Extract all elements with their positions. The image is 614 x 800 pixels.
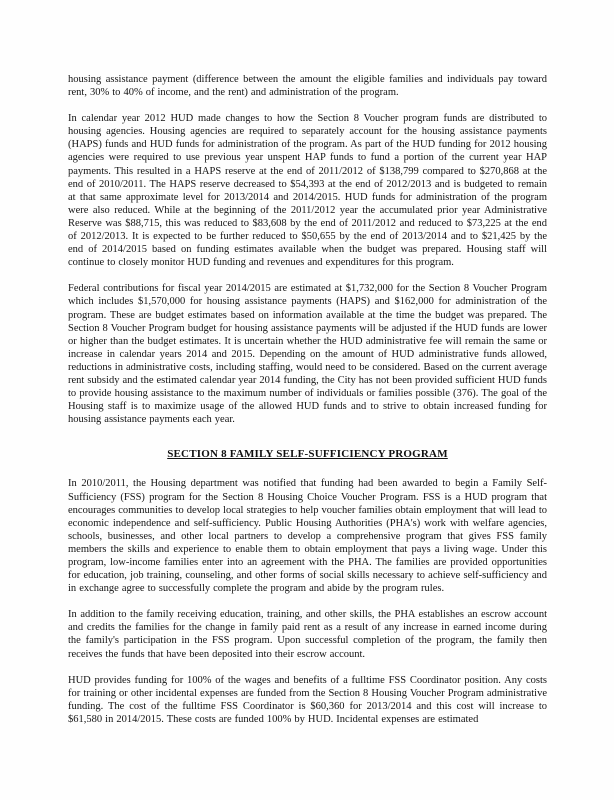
paragraph-fss-coordinator-funding: HUD provides funding for 100% of the wages and benefits of a fulltime FSS Coordinator position. Any costs for training or other incidental expenses are funded from the Section 8 Housing Voucher Program administrative funding. The cost of the fulltime FSS Coordinator is $60,360 for 2013/2014 and this cost will increase to $61,580 in 2014/2015. These costs are funded 100% by HUD. Incidental expenses are estimated xyxy=(68,674,547,725)
paragraph-federal-contributions: Federal contributions for fiscal year 2014/2015 are estimated at $1,732,000 for the Section 8 Voucher Program which includes $1,570,000 for housing assistance payments (HAPS) and $162,000 for administration of the program. These are budget estimates based on information available at the time the budget was prepared. The Section 8 Voucher Program budget for housing assistance payments will be adjusted if the HUD funds are lower or higher than the budget estimates. It is uncertain whether the HUD administrative fee will remain the same or increase in calendar years 2014 and 2015. Depending on the amount of HUD administrative funds allowed, reductions in administrative costs, including staffing, would need to be considered. Based on the current average rent subsidy and the estimated calendar year 2014 funding, the City has not been provided sufficient HUD funds to provide housing assistance to the maximum number of individuals or families possible (376). The goal of the Housing staff is to maximize usage of the allowed HUD funds and to strive to obtain increased funding for housing assistance payments each year. xyxy=(68,283,547,426)
section-heading-fss-program: SECTION 8 FAMILY SELF-SUFFICIENCY PROGRAM xyxy=(167,448,448,461)
paragraph-fss-intro: In 2010/2011, the Housing department was notified that funding had been awarded to begin a Family Self-Sufficiency (FSS) program for the Section 8 Housing Choice Voucher Program. FSS is a HUD program that encourages communities to develop local strategies to help voucher families obtain employment that will lead to economic independence and self-sufficiency. Public Housing Authorities (PHA's) work with welfare agencies, schools, businesses, and other local partners to develop a comprehensive program that gives FSS family members the skills and experience to enable them to obtain employment that pays a living wage. Under this program, low-income families enter into an agreement with the PHA. The families are provided opportunities for education, job training, counseling, and other forms of social skills necessary to achieve self-sufficiency and in exchange agree to successfully complete the program and abide by the program rules. xyxy=(68,478,547,595)
paragraph-2012-funding-changes: In calendar year 2012 HUD made changes to how the Section 8 Voucher program funds are distributed to housing agencies. Housing agencies are required to separately account for the housing assistance payments (HAPS) funds and HUD funds for administration of the program. As part of the HUD funding for 2012 housing agencies were required to use previous year unspent HAP funds to fund a portion of the current year HAP payments. This resulted in a HAPS reserve at the end of 2011/2012 of $138,799 compared to $270,868 at the end of 2010/2011. The HAPS reserve decreased to $54,393 at the end of 2012/2013 and is budgeted to remain at that same approximate level for 2013/2014 and 2014/2015. HUD funds for administration of the program were also reduced. While at the beginning of the 2011/2012 year the accumulated prior year Administrative Reserve was $88,715, this was reduced to $83,608 by the end of 2011/2012 and reduced to $73,225 at the end of 2012/2013. It is expected to be further reduced to $50,655 by the end of 2013/2014 and to $21,425 by the end of 2014/2015 based on funding estimates available when the budget was prepared. Housing staff will continue to closely monitor HUD funding and revenues and expenditures for this program. xyxy=(68,113,547,269)
paragraph-hap-continuation: housing assistance payment (difference between the amount the eligible families and individuals pay toward rent, 30% to 40% of income, and the rent) and administration of the program. xyxy=(68,74,547,99)
paragraph-escrow-account: In addition to the family receiving education, training, and other skills, the PHA establishes an escrow account and credits the families for the change in family paid rent as a result of any increase in earned income during the family's participation in the FSS program. Upon successful completion of the program, the family then receives the funds that have been deposited into their escrow account. xyxy=(68,609,547,660)
